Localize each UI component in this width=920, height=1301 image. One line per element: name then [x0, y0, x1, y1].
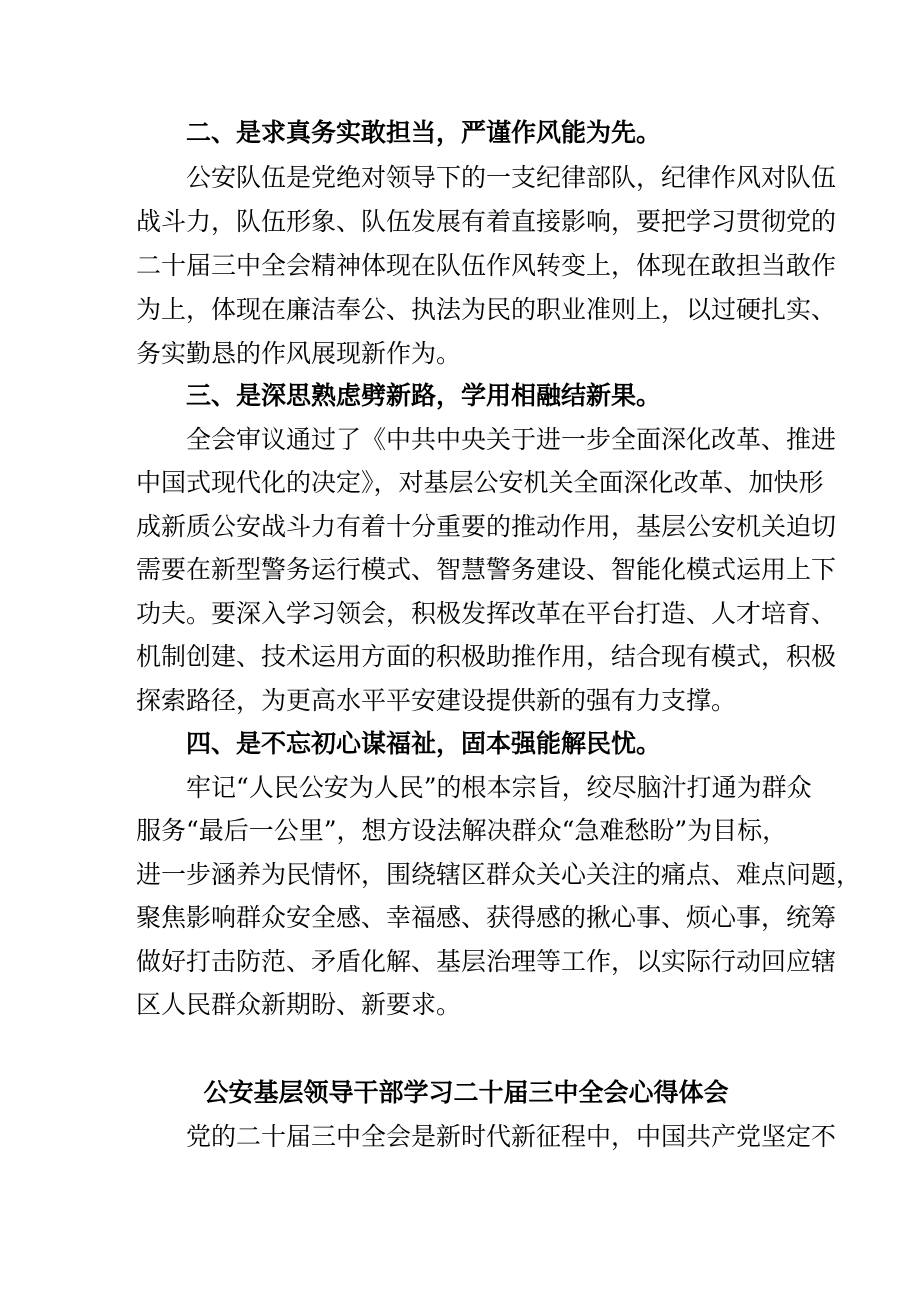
- section-3-line-4: 需要在新型警务运行模式、智慧警务建设、智能化模式运用上下: [136, 555, 837, 584]
- article-line-1: 党的二十届三中全会是新时代新征程中，中国共产党坚定不: [186, 1122, 837, 1151]
- section-4-line-3: 进一步涵养为民情怀，围绕辖区群众关心关注的痛点、难点问题，: [136, 860, 862, 889]
- article-title: 公安基层领导干部学习二十届三中全会心得体会: [203, 1078, 729, 1107]
- section-3-heading: 三、是深思熟虑劈新路，学用相融结新果。: [186, 381, 662, 410]
- section-2-line-1: 公安队伍是党绝对领导下的一支纪律部队，纪律作风对队伍: [186, 163, 837, 192]
- section-4-line-4: 聚焦影响群众安全感、幸福感、获得感的揪心事、烦心事，统筹: [136, 903, 837, 932]
- section-3-line-7: 探索路径，为更高水平平安建设提供新的强有力支撑。: [136, 686, 737, 715]
- section-4-line-2: 服务“最后一公里”，想方设法解决群众“急难愁盼”为目标，: [136, 816, 788, 845]
- section-3-line-3: 成新质公安战斗力有着十分重要的推动作用，基层公安机关迫切: [136, 512, 837, 541]
- section-2-heading: 二、是求真务实敢担当，严谨作风能为先。: [186, 118, 662, 147]
- section-4-line-6: 区人民群众新期盼、新要求。: [136, 990, 462, 1019]
- section-2-line-3: 二十届三中全会精神体现在队伍作风转变上，体现在敢担当敢作: [136, 251, 837, 280]
- section-4-line-1: 牢记“人民公安为人民”的根本宗旨，绞尽脑汁打通为群众: [186, 773, 812, 802]
- section-4-line-5: 做好打击防范、矛盾化解、基层治理等工作，以实际行动回应辖: [136, 947, 837, 976]
- section-3-line-6: 机制创建、技术运用方面的积极助推作用，结合现有模式，积极: [136, 642, 837, 671]
- section-4-heading: 四、是不忘初心谋福祉，固本强能解民忧。: [186, 729, 662, 758]
- section-2-line-2: 战斗力，队伍形象、队伍发展有着直接影响，要把学习贯彻党的: [136, 207, 837, 236]
- section-3-line-2: 中国式现代化的决定》，对基层公安机关全面深化改革、加快形: [136, 468, 824, 497]
- section-2-line-4: 为上，体现在廉洁奉公、执法为民的职业准则上，以过硬扎实、: [136, 295, 837, 324]
- section-2-line-5: 务实勤恳的作风展现新作为。: [136, 339, 462, 368]
- section-3-line-1: 全会审议通过了《中共中央关于进一步全面深化改革、推进: [186, 425, 837, 454]
- section-3-line-5: 功夫。要深入学习领会，积极发挥改革在平台打造、人才培育、: [136, 599, 837, 628]
